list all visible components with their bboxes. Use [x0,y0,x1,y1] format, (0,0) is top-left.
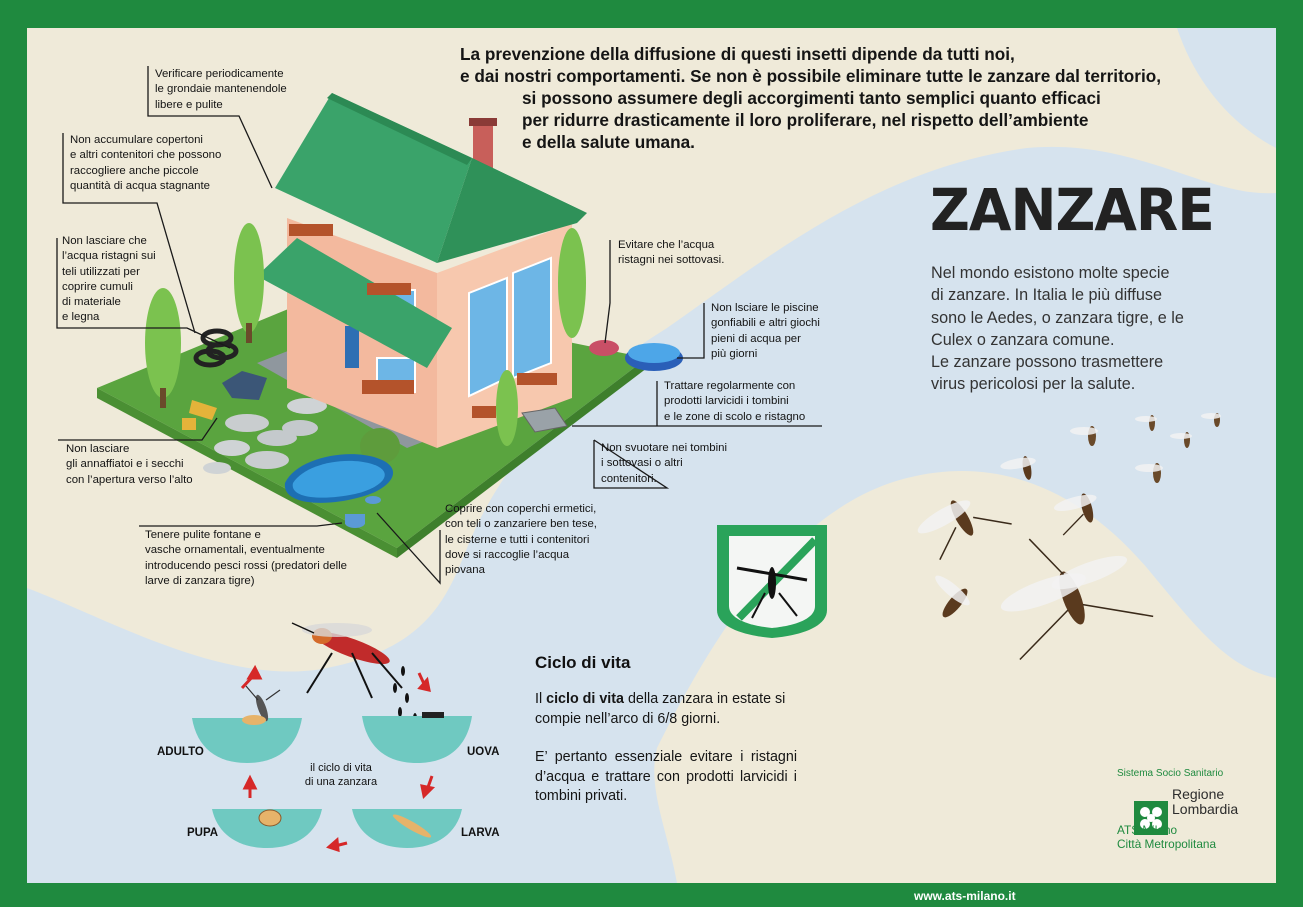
stage-adult-label: ADULTO [157,746,204,758]
caption-line: Non lasciare che [62,235,147,247]
poster-panel [27,28,1276,883]
caption-line: Non lasciare [66,443,130,455]
caption-line: i sottovasi o altri [601,457,683,470]
stage-pupa-label: PUPA [187,827,219,839]
about-line: di zanzare. In Italia le più diffuse [931,286,1162,305]
ats-line: ATS Milano [1117,823,1178,837]
intro-line: e della salute umana. [522,132,695,152]
caption-line: Non accumulare copertoni [70,134,203,146]
caption-line: con l’apertura verso l’alto [66,473,193,486]
caption-line: Non lsciare le piscine [711,302,819,314]
caption-line: e le zone di scolo e ristagno [664,410,806,423]
caption-line: Evitare che l’acqua [618,239,715,251]
caption-line: Trattare regolarmente con [664,380,796,392]
caption-line: coprire cumuli [62,280,133,293]
cycle-text-rest: della zanzara in estate si compie nell’arco di 6/8 giorni. [535,691,786,727]
intro-line: La prevenzione della diffusione di questi insetti dipende da tutti noi, [460,44,1015,64]
caption-line: contenitori. [601,472,657,485]
caption-line: prodotti larvicidi i tombini [664,395,789,408]
caption-line: l’acqua ristagni sui [62,250,156,263]
caption-line: e legna [62,311,100,324]
intro-line: e dai nostri comportamenti. Se non è possibile eliminare tutte le zanzare dal territorio, [460,66,1162,86]
about-line: sono le Aedes, o zanzara tigre, e le [931,308,1184,327]
caption-nodump [601,441,727,487]
caption-tyres [70,133,221,194]
website-link[interactable]: www.ats-milano.it [914,889,1016,903]
region-name [1172,787,1238,816]
system-label: Sistema Socio Sanitario [1117,768,1224,779]
region-line: Lombardia [1172,800,1239,817]
poster-title: ZANZARE [930,176,1214,244]
caption-fountains [145,528,347,589]
caption-line: larve di zanzara tigre) [145,574,255,587]
ats-name [1117,823,1216,851]
region-line: Regione [1172,786,1225,802]
caption-line: le cisterne e tutti i contenitori [445,533,590,546]
cycle-text-bold: ciclo di vita [546,691,624,707]
caption-line: con teli o zanzariere ben tese, [445,518,597,531]
cycle-center-line: il ciclo di vita [310,762,372,774]
caption-line: quantità di acqua stagnante [70,179,210,192]
cycle-title: Ciclo di vita [535,653,631,672]
caption-line: piovana [445,564,485,577]
cycle-text-prefix: Il [535,691,547,707]
caption-line: più giorni [711,347,758,360]
cycle-center-label [281,761,401,789]
about-line: Le zanzare possono trasmettere [931,353,1164,372]
caption-line: Verificare periodicamente [155,68,284,80]
caption-line: Non svuotare nei tombini [601,442,727,454]
intro-line: per ridurre drasticamente il loro proliferare, nel rispetto dell’ambiente [522,110,1089,130]
cycle-advice: E’ pertanto essenziale evitare i ristagni d’acqua e trattare con prodotti larvicidi i tombini privati. [535,749,797,804]
intro-line: si possono assumere degli accorgimenti tanto semplici quanto efficaci [522,88,1101,108]
caption-line: ristagni nei sottovasi. [618,254,725,267]
caption-cans [66,442,193,488]
ats-line: Città Metropolitana [1117,837,1217,851]
caption-gutters [155,67,287,113]
caption-line: gonfiabili e altri giochi [711,317,820,330]
caption-line: le grondaie mantenendole [155,83,287,96]
stage-larva-label: LARVA [461,827,500,839]
no-mosquito-shield-icon [717,525,827,638]
caption-line: teli utilizzati per [62,265,140,278]
caption-line: e altri contenitori che possono [70,149,222,162]
caption-tarps [62,234,156,326]
about-line: virus pericolosi per la salute. [931,375,1136,394]
caption-pools [711,301,820,362]
about-line: Culex o zanzara comune. [931,330,1115,349]
about-line: Nel mondo esistono molte specie [931,264,1170,282]
caption-line: dove si raccoglie l’acqua [445,548,570,561]
caption-line: gli annaffiatoi e i secchi [66,458,184,471]
caption-drains [664,379,805,425]
caption-line: di materiale [62,296,121,309]
caption-line: vasche ornamentali, eventualmente [145,544,325,557]
caption-line: pieni di acqua per [711,332,801,345]
cycle-description [535,690,797,729]
caption-saucers [618,238,724,269]
about-paragraph [931,262,1211,396]
caption-tanks [445,502,597,578]
caption-line: introducendo pesci rossi (predatori delle [145,559,347,572]
intro-paragraph [460,43,1220,153]
stage-eggs-label: UOVA [467,746,500,758]
cycle-center-line: di una zanzara [304,776,378,788]
caption-line: Tenere pulite fontane e [145,529,261,541]
caption-line: raccogliere anche piccole [70,164,199,177]
caption-line: libere e pulite [155,98,223,111]
caption-line: Coprire con coperchi ermetici, [445,503,597,515]
